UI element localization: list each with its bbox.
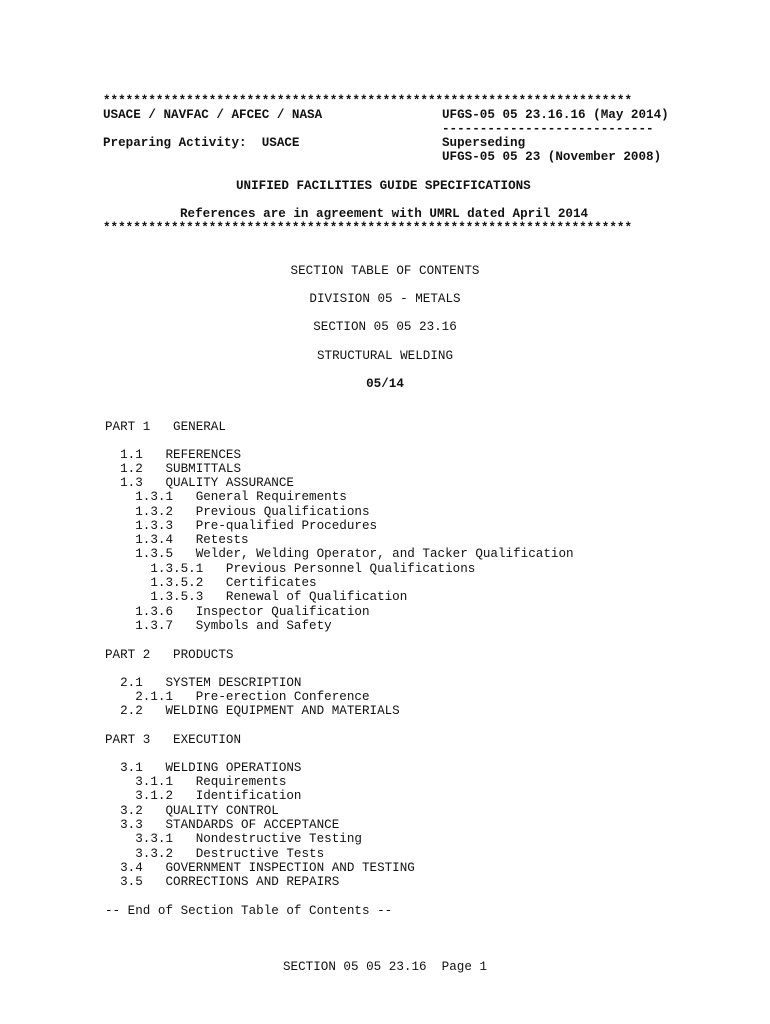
preparing-activity: Preparing Activity: USACE [103,136,300,150]
part-heading: PART 2 PRODUCTS [105,648,234,662]
toc-item: 1.3.5.1 Previous Personnel Qualifications [105,562,476,576]
toc-item: 2.1.1 Pre-erection Conference [105,690,370,704]
part-heading: PART 1 GENERAL [105,420,226,434]
toc-item: 3.1 WELDING OPERATIONS [105,761,302,775]
toc-item: 3.1.1 Requirements [105,775,287,789]
end-of-toc-note: -- End of Section Table of Contents -- [105,904,393,918]
toc-item: 1.3.3 Pre-qualified Procedures [105,519,378,533]
toc-item: 1.3.2 Previous Qualifications [105,505,370,519]
toc-item: 1.3 QUALITY ASSURANCE [105,476,294,490]
toc-item: 3.3.1 Nondestructive Testing [105,832,362,846]
toc-item: 1.3.5.3 Renewal of Qualification [105,590,408,604]
star-rule-top: ********************************************************************** [103,94,633,108]
toc-item: 3.3 STANDARDS OF ACCEPTANCE [105,818,340,832]
agencies-line: USACE / NAVFAC / AFCEC / NASA [103,108,323,122]
toc-item: 3.2 QUALITY CONTROL [105,804,279,818]
toc-item: 2.1 SYSTEM DESCRIPTION [105,676,302,690]
toc-item: 3.3.2 Destructive Tests [105,847,325,861]
toc-item: 1.3.7 Symbols and Safety [105,619,332,633]
toc-item: 1.1 REFERENCES [105,448,242,462]
guide-title: UNIFIED FACILITIES GUIDE SPECIFICATIONS [236,179,531,193]
section-number: SECTION 05 05 23.16 [313,320,457,334]
toc-item: 1.3.6 Inspector Qualification [105,605,370,619]
toc-item: 2.2 WELDING EQUIPMENT AND MATERIALS [105,704,400,718]
division-title: DIVISION 05 - METALS [309,292,461,306]
toc-item: 1.3.4 Retests [105,533,249,547]
references-note: References are in agreement with UMRL dated April 2014 [180,207,589,221]
section-name: STRUCTURAL WELDING [316,349,454,363]
toc-item: 3.5 CORRECTIONS AND REPAIRS [105,875,340,889]
superseding-label: Superseding [442,136,526,150]
part-heading: PART 3 EXECUTION [105,733,242,747]
toc-item: 3.1.2 Identification [105,789,302,803]
ufgs-superseded: UFGS-05 05 23 (November 2008) [442,150,662,164]
section-date: 05/14 [366,377,404,391]
page-footer: SECTION 05 05 23.16 Page 1 [282,960,488,974]
toc-item: 1.3.5.2 Certificates [105,576,317,590]
toc-item: 1.3.1 General Requirements [105,490,347,504]
dash-rule: ---------------------------- [442,122,654,136]
toc-title: SECTION TABLE OF CONTENTS [290,264,480,278]
toc-item: 1.3.5 Welder, Welding Operator, and Tacker Qualification [105,547,574,561]
toc-item: 1.2 SUBMITTALS [105,462,242,476]
ufgs-current: UFGS-05 05 23.16.16 (May 2014) [442,108,669,122]
toc-item: 3.4 GOVERNMENT INSPECTION AND TESTING [105,861,415,875]
star-rule-bottom: ********************************************************************** [103,221,633,235]
